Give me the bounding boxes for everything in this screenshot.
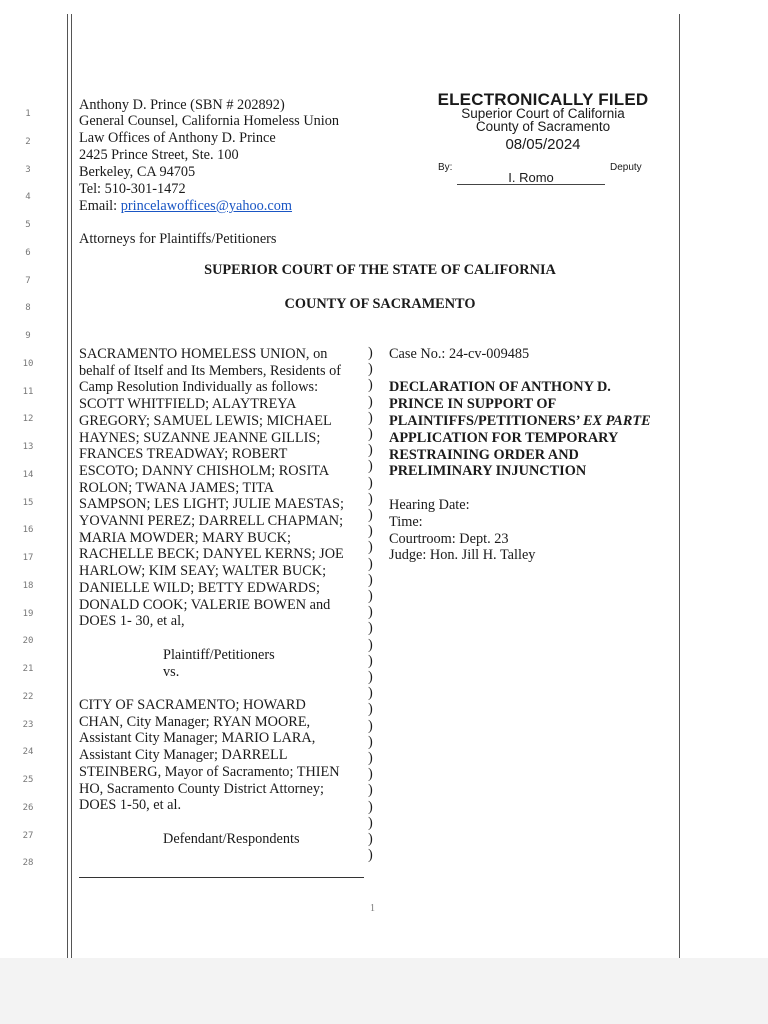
plaintiffs-line: SCOTT WHITFIELD; ALAYTREYA: [79, 396, 297, 413]
hearing-date: Hearing Date:: [389, 497, 470, 513]
doc-title-line-2: PRINCE IN SUPPORT OF: [389, 396, 557, 412]
versus: vs.: [163, 664, 180, 680]
attorney-firm: Law Offices of Anthony D. Prince: [79, 130, 276, 146]
plaintiffs-line: ESCOTO; DANNY CHISHOLM; ROSITA: [79, 462, 330, 479]
courtroom: Courtroom: Dept. 23: [389, 531, 509, 547]
court-county: COUNTY OF SACRAMENTO: [284, 296, 476, 312]
line-number: 6: [25, 247, 31, 258]
line-number: 20: [22, 636, 34, 647]
left-margin-rule-outer: [67, 14, 68, 958]
hearing-time: Time:: [389, 514, 423, 530]
defendants-line: HO, Sacramento County District Attorney;: [79, 780, 324, 797]
doc-title-line-3-text: PLAINTIFFS/PETITIONERS’: [389, 413, 583, 429]
plaintiffs-line: GREGORY; SAMUEL LEWIS; MICHAEL: [79, 412, 332, 429]
right-margin-rule: [679, 14, 680, 958]
line-number: 23: [22, 719, 34, 730]
doc-title-line-5: RESTRAINING ORDER AND: [389, 447, 579, 463]
filing-stamp-date: 08/05/2024: [505, 136, 581, 153]
line-number: 2: [25, 136, 31, 147]
doc-title-line-6: PRELIMINARY INJUNCTION: [389, 463, 587, 479]
plaintiffs-line: Camp Resolution Individually as follows:: [79, 379, 319, 396]
plaintiffs-line: SACRAMENTO HOMELESS UNION, on: [79, 346, 328, 362]
line-number: 10: [22, 358, 34, 369]
line-number: 1: [25, 109, 31, 119]
defendants-line: DOES 1-50, et al.: [79, 797, 182, 814]
attorney-street: 2425 Prince Street, Ste. 100: [79, 147, 239, 163]
plaintiffs-line: behalf of Itself and Its Members, Residents of: [79, 362, 342, 379]
line-number: 4: [25, 192, 31, 203]
line-number: 28: [22, 858, 34, 869]
attorney-name: Anthony D. Prince (SBN # 202892): [79, 97, 285, 113]
plaintiffs-line: DANIELLE WILD; BETTY EDWARDS;: [79, 579, 321, 596]
line-number: 12: [22, 414, 34, 425]
defendants-line: STEINBERG, Mayor of Sacramento; THIEN: [79, 763, 340, 780]
court-name: SUPERIOR COURT OF THE STATE OF CALIFORNIA: [204, 262, 556, 278]
plaintiffs-line: MARIA MOWDER; MARY BUCK;: [79, 529, 291, 546]
plaintiffs-line: HARLOW; KIM SEAY; WALTER BUCK;: [79, 563, 327, 580]
defendant-role: Defendant/Respondents: [163, 831, 300, 847]
caption-bottom-rule: [79, 877, 364, 878]
doc-title-ex-parte: EX PARTE: [582, 413, 651, 429]
line-number: 7: [25, 275, 31, 286]
left-margin-rule-inner: [71, 14, 72, 958]
attorney-title: General Counsel, California Homeless Union: [79, 113, 340, 129]
defendants-line: CHAN, City Manager; RYAN MOORE,: [79, 713, 311, 730]
caption-parentheses: ) ) ) ) ) ) ) ) ) ) ) ) ) ) ) ) ) ) ) ) ) ) ) ) ) ) ) ) ) ) ) ): [368, 345, 373, 864]
page-number: 1: [370, 903, 375, 914]
attorney-city: Berkeley, CA 94705: [79, 164, 196, 180]
plaintiffs-line: DONALD COOK; VALERIE BOWEN and: [79, 596, 331, 613]
line-number: 5: [25, 220, 31, 230]
plaintiffs-line: ROLON; TWANA JAMES; TITA: [79, 479, 274, 496]
defendants-line: CITY OF SACRAMENTO; HOWARD: [79, 697, 306, 713]
plaintiffs-line: FRANCES TREADWAY; ROBERT: [79, 446, 288, 463]
plaintiffs-line: SAMPSON; LES LIGHT; JULIE MAESTAS;: [79, 496, 344, 513]
filing-stamp-deputy: Deputy: [610, 162, 642, 173]
filing-stamp-court: Superior Court of California: [461, 106, 625, 121]
line-number: 13: [22, 442, 34, 452]
plaintiffs-line: RACHELLE BECK; DANYEL KERNS; JOE: [79, 546, 344, 563]
line-number: 22: [22, 691, 34, 702]
email-link[interactable]: princelawoffices@yahoo.com: [120, 198, 293, 214]
line-number: 15: [22, 497, 34, 508]
attorney-tel: Tel: 510-301-1472: [79, 181, 186, 197]
defendants-line: Assistant City Manager; MARIO LARA,: [79, 730, 316, 747]
doc-title-line-1: DECLARATION OF ANTHONY D.: [389, 379, 611, 395]
plaintiffs-line: DOES 1- 30, et al,: [79, 613, 185, 630]
line-number: 18: [22, 580, 34, 591]
doc-title-line-3: [389, 413, 651, 429]
judge: Judge: Hon. Jill H. Talley: [389, 547, 536, 563]
line-number: 3: [25, 164, 31, 175]
doc-title-line-4: APPLICATION FOR TEMPORARY: [389, 430, 619, 446]
attorneys-for: Attorneys for Plaintiffs/Petitioners: [79, 231, 277, 247]
line-number: 19: [22, 608, 34, 619]
email-label: Email:: [79, 198, 121, 214]
line-number: 8: [25, 303, 31, 314]
line-number: 16: [22, 525, 34, 536]
plaintiffs-line: YOVANNI PEREZ; DARRELL CHAPMAN;: [79, 513, 344, 529]
line-number: 17: [22, 553, 34, 563]
line-number: 24: [22, 747, 34, 758]
filing-stamp-title: ELECTRONICALLY FILED: [437, 90, 649, 109]
scan-bottom-margin: [0, 958, 768, 1024]
filing-stamp-by: By:: [438, 162, 453, 173]
line-number: 25: [22, 775, 34, 785]
line-number: 21: [22, 664, 34, 674]
line-number: 9: [25, 331, 31, 341]
filing-stamp-county: County of Sacramento: [475, 119, 611, 134]
filing-stamp-clerk: I. Romo: [457, 172, 605, 185]
case-number: Case No.: 24-cv-009485: [389, 346, 530, 362]
attorney-email-row: [79, 198, 292, 214]
line-number: 11: [22, 386, 34, 397]
line-number: 27: [22, 830, 34, 841]
line-number: 14: [22, 469, 34, 480]
defendants-line: Assistant City Manager; DARRELL: [79, 747, 288, 764]
plaintiff-role: Plaintiff/Petitioners: [163, 647, 275, 663]
line-number: 26: [22, 802, 34, 813]
plaintiffs-line: HAYNES; SUZANNE JEANNE GILLIS;: [79, 429, 321, 446]
